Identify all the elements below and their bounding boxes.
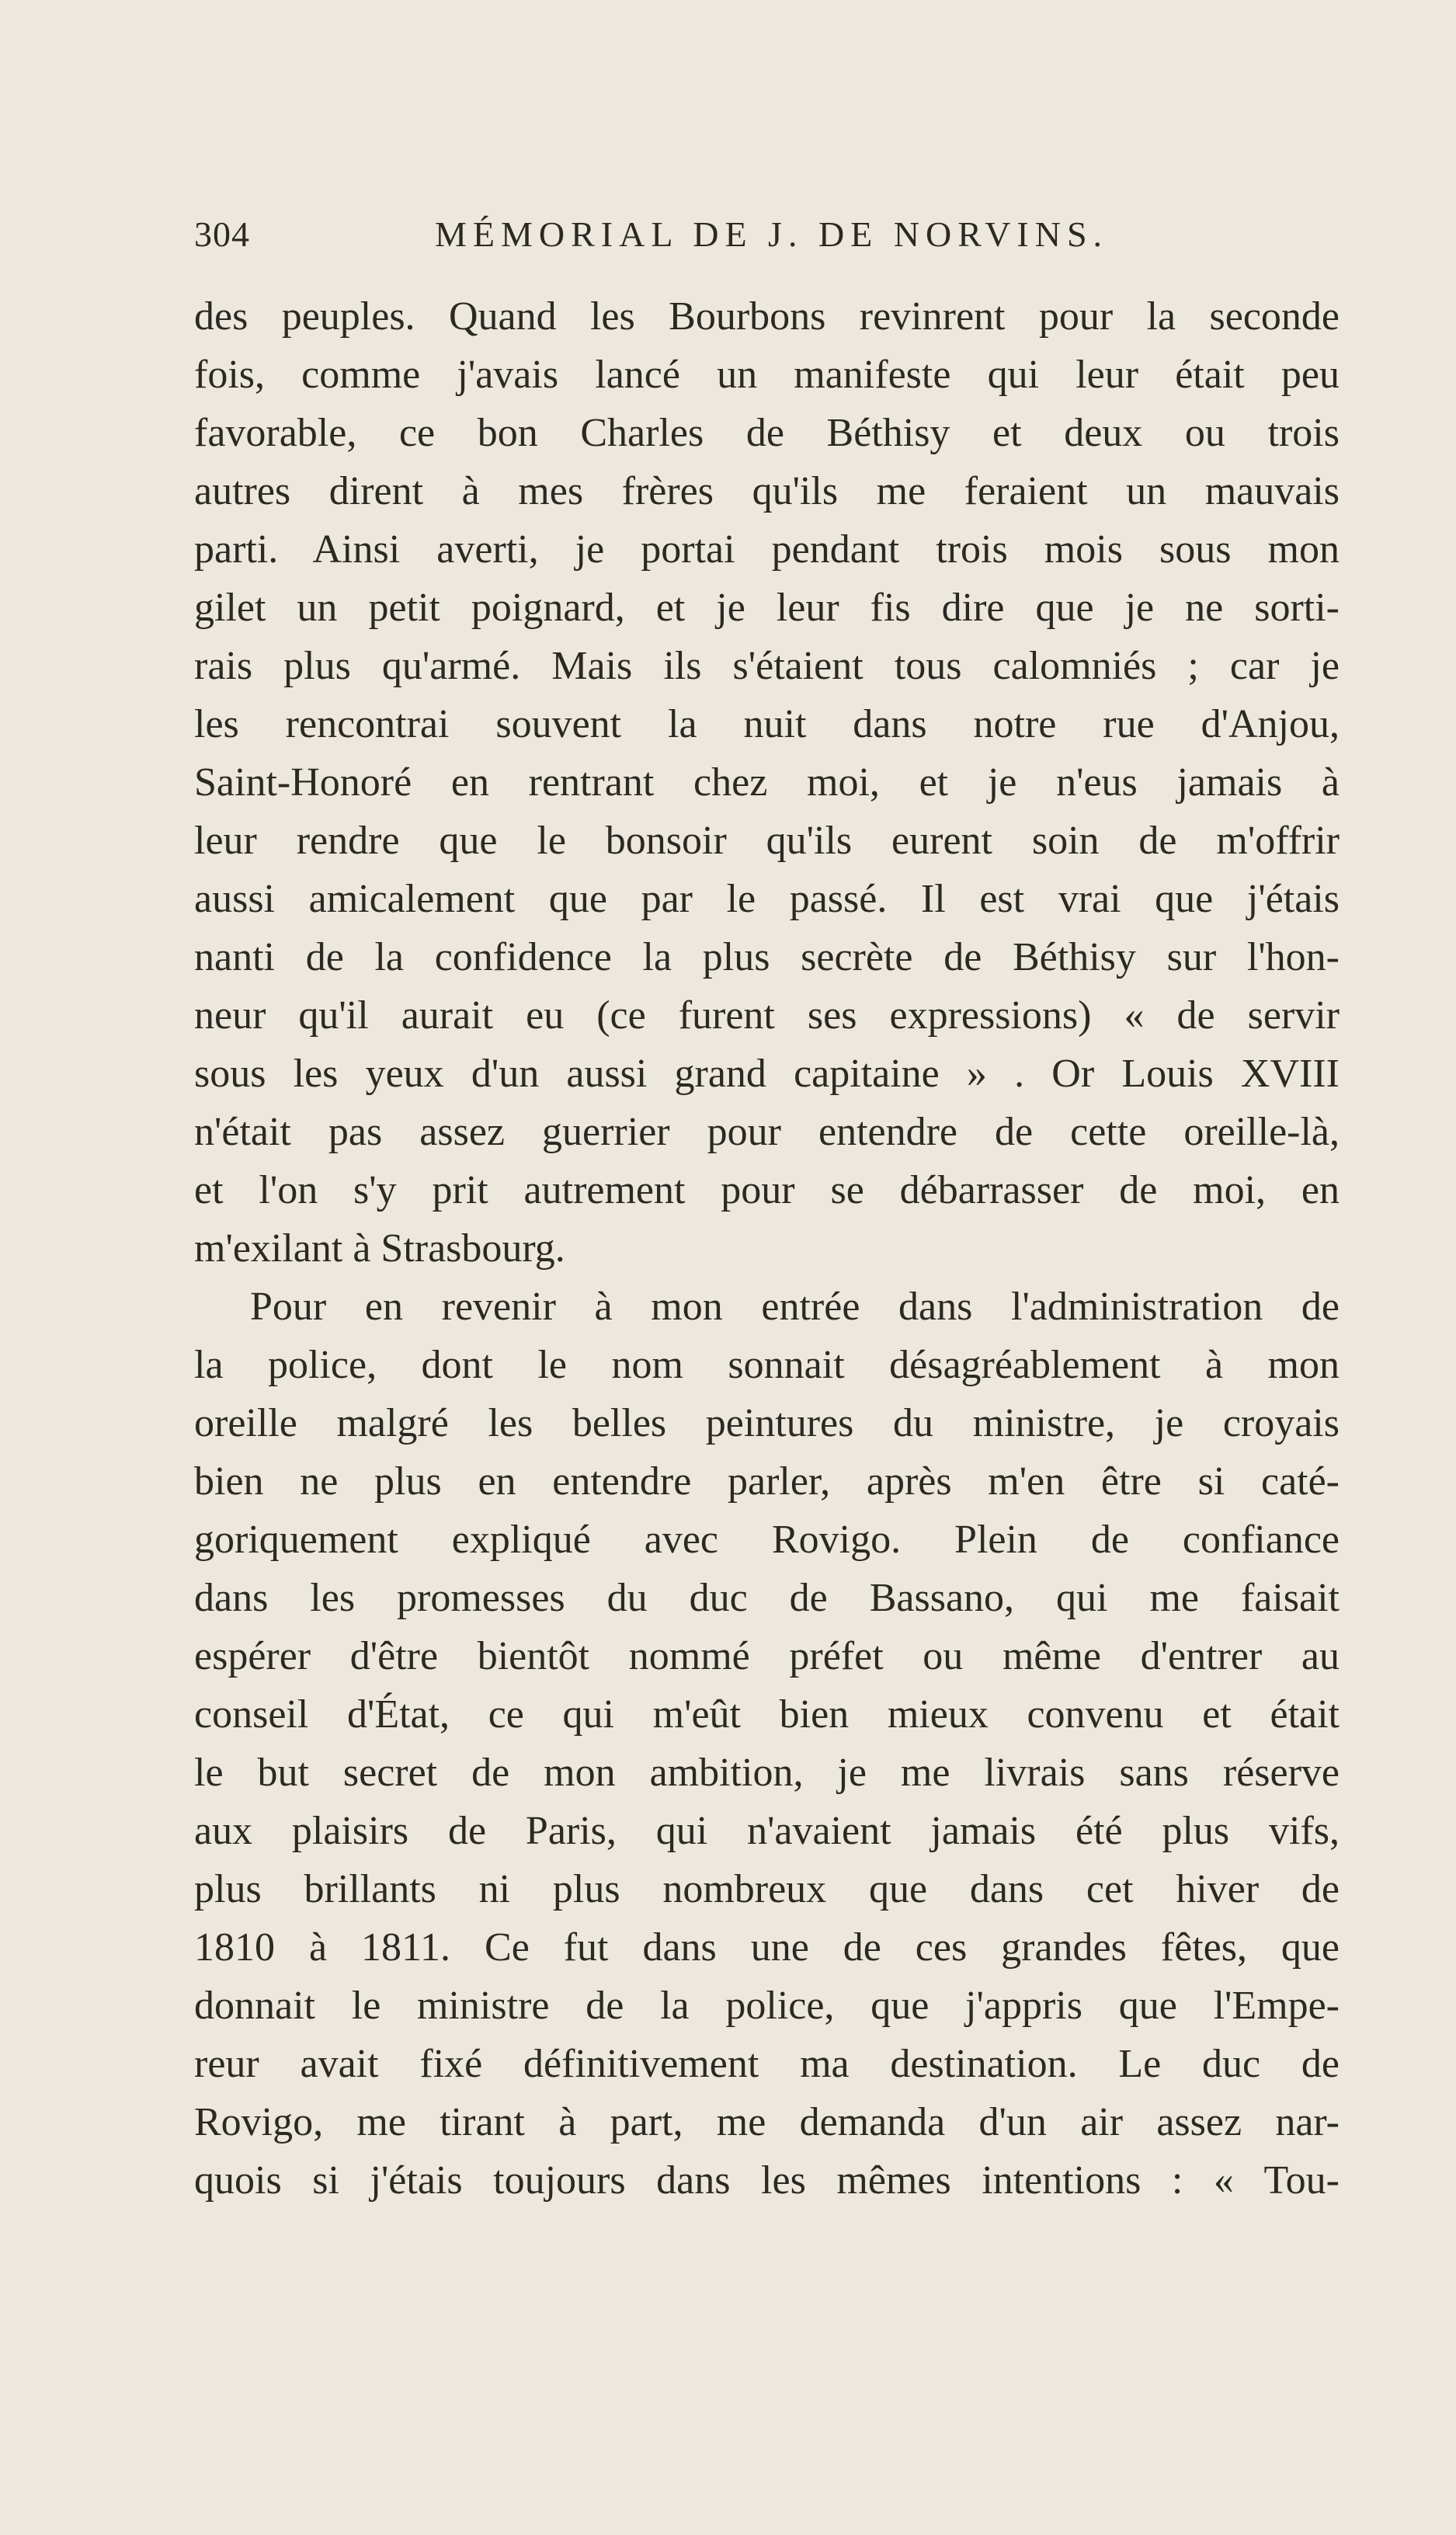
text-line: 1810 à 1811. Ce fut dans une de ces grandes fêtes, que — [194, 1925, 1340, 1970]
text-line: les rencontrai souvent la nuit dans notre rue d'Anjou, — [194, 702, 1340, 746]
text-line: gilet un petit poignard, et je leur fis dire que je ne sorti- — [194, 586, 1340, 630]
text-line: aux plaisirs de Paris, qui n'avaient jamais été plus vifs, — [194, 1809, 1340, 1853]
text-line: reur avait fixé définitivement ma destination. Le duc de — [194, 2042, 1340, 2086]
text-line: m'exilant à Strasbourg. — [194, 1226, 565, 1271]
text-line: oreille malgré les belles peintures du ministre, je croyais — [194, 1401, 1340, 1445]
text-line: Rovigo, me tirant à part, me demanda d'un air assez nar- — [194, 2100, 1340, 2144]
text-line: nanti de la confidence la plus secrète de Béthisy sur l'hon- — [194, 935, 1340, 979]
text-line: goriquement expliqué avec Rovigo. Plein de confiance — [194, 1518, 1340, 1562]
text-line: aussi amicalement que par le passé. Il est vrai que j'étais — [194, 877, 1340, 921]
text-line: neur qu'il aurait eu (ce furent ses expressions) « de servir — [194, 993, 1340, 1038]
text-line: conseil d'État, ce qui m'eût bien mieux convenu et était — [194, 1692, 1340, 1737]
text-line: espérer d'être bientôt nommé préfet ou même d'entrer au — [194, 1634, 1340, 1678]
text-line: le but secret de mon ambition, je me livrais sans réserve — [194, 1751, 1340, 1795]
text-line: Pour en revenir à mon entrée dans l'administration de — [250, 1285, 1340, 1329]
text-line: autres dirent à mes frères qu'ils me feraient un mauvais — [194, 469, 1340, 513]
text-line: bien ne plus en entendre parler, après m'en être si caté- — [194, 1459, 1340, 1504]
page-header — [194, 214, 1340, 260]
text-line: parti. Ainsi averti, je portai pendant trois mois sous mon — [194, 527, 1340, 572]
paragraph-2 — [194, 1278, 1340, 2210]
text-line: dans les promesses du duc de Bassano, qui me faisait — [194, 1576, 1340, 1620]
text-line: des peuples. Quand les Bourbons revinrent pour la seconde — [194, 294, 1340, 339]
page-number: 304 — [194, 214, 250, 254]
text-line: leur rendre que le bonsoir qu'ils eurent soin de m'offrir — [194, 819, 1340, 863]
text-line: n'était pas assez guerrier pour entendre de cette oreille-là, — [194, 1110, 1340, 1154]
text-line: donnait le ministre de la police, que j'appris que l'Empe- — [194, 1984, 1340, 2028]
paragraph-1 — [194, 287, 1340, 1278]
text-line: quois si j'étais toujours dans les mêmes intentions : « Tou- — [194, 2158, 1340, 2203]
body-text — [194, 287, 1340, 2210]
text-line: la police, dont le nom sonnait désagréablement à mon — [194, 1343, 1340, 1387]
text-line: plus brillants ni plus nombreux que dans cet hiver de — [194, 1867, 1340, 1911]
running-head: MÉMORIAL DE J. DE NORVINS. — [435, 214, 1109, 254]
text-line: rais plus qu'armé. Mais ils s'étaient tous calomniés ; car je — [194, 644, 1340, 688]
text-line: sous les yeux d'un aussi grand capitaine » . Or Louis XVIII — [194, 1052, 1340, 1096]
text-line: Saint-Honoré en rentrant chez moi, et je n'eus jamais à — [194, 760, 1340, 805]
text-line: et l'on s'y prit autrement pour se débarrasser de moi, en — [194, 1168, 1340, 1212]
text-line: fois, comme j'avais lancé un manifeste qui leur était peu — [194, 353, 1340, 397]
text-line: favorable, ce bon Charles de Béthisy et deux ou trois — [194, 411, 1340, 455]
